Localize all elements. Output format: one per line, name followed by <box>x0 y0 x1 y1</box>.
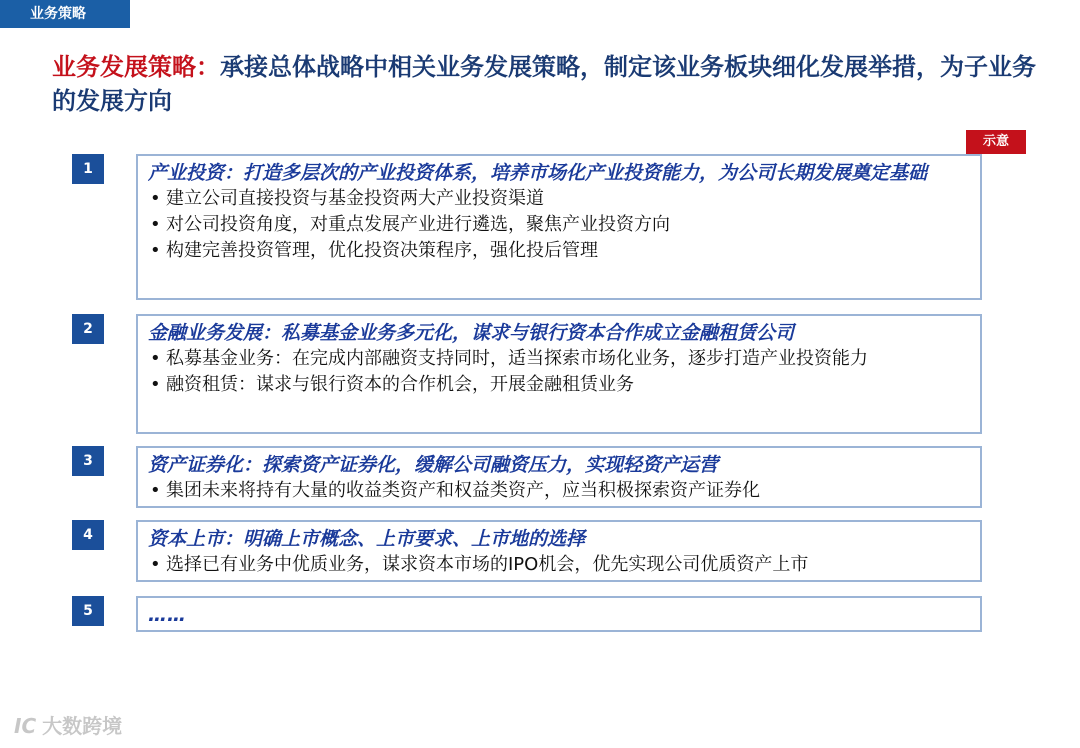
bullet-item: • 私募基金业务：在完成内部融资支持同时，适当探索市场化业务，逐步打造产业投资能力 <box>148 346 968 372</box>
watermark-text: 大数跨境 <box>42 714 123 738</box>
demo-badge: 示意 <box>966 130 1026 154</box>
section-tag: 业务策略 <box>0 0 130 28</box>
bullet-item: • 构建完善投资管理，优化投资决策程序，强化投后管理 <box>148 238 968 264</box>
item-bullets <box>148 552 968 578</box>
item-title: 金融业务发展：私募基金业务多元化，谋求与银行资本合作成立金融租赁公司 <box>148 322 795 344</box>
item-title: 资产证券化：探索资产证券化，缓解公司融资压力，实现轻资产运营 <box>148 454 719 476</box>
page-headline <box>52 50 1042 118</box>
item-box <box>136 154 982 300</box>
watermark <box>14 710 122 739</box>
headline-text: 承接总体战略中相关业务发展策略，制定该业务板块细化发展举措，为子业务的发展方向 <box>52 53 1036 115</box>
item-number: 1 <box>72 154 104 184</box>
item-box <box>136 314 982 434</box>
headline-lead: 业务发展策略： <box>52 53 220 81</box>
item-box <box>136 596 982 632</box>
item-number: 5 <box>72 596 104 626</box>
item-bullets <box>148 346 968 398</box>
bullet-item: • 集团未来将持有大量的收益类资产和权益类资产，应当积极探索资产证券化 <box>148 478 968 504</box>
item-bullets <box>148 478 968 504</box>
item-box <box>136 446 982 508</box>
item-number: 3 <box>72 446 104 476</box>
item-number: 4 <box>72 520 104 550</box>
item-title: 产业投资：打造多层次的产业投资体系，培养市场化产业投资能力，为公司长期发展奠定基础 <box>148 162 928 184</box>
item-title: 资本上市：明确上市概念、上市要求、上市地的选择 <box>148 528 586 550</box>
item-bullets <box>148 186 968 264</box>
item-number: 2 <box>72 314 104 344</box>
bullet-item: • 融资租赁：谋求与银行资本的合作机会，开展金融租赁业务 <box>148 372 968 398</box>
bullet-item: • 建立公司直接投资与基金投资两大产业投资渠道 <box>148 186 968 212</box>
item-title: …… <box>148 604 186 626</box>
watermark-logo-icon: IC <box>14 714 37 738</box>
item-box <box>136 520 982 582</box>
bullet-item: • 选择已有业务中优质业务，谋求资本市场的IPO机会，优先实现公司优质资产上市 <box>148 552 968 578</box>
bullet-item: • 对公司投资角度，对重点发展产业进行遴选，聚焦产业投资方向 <box>148 212 968 238</box>
